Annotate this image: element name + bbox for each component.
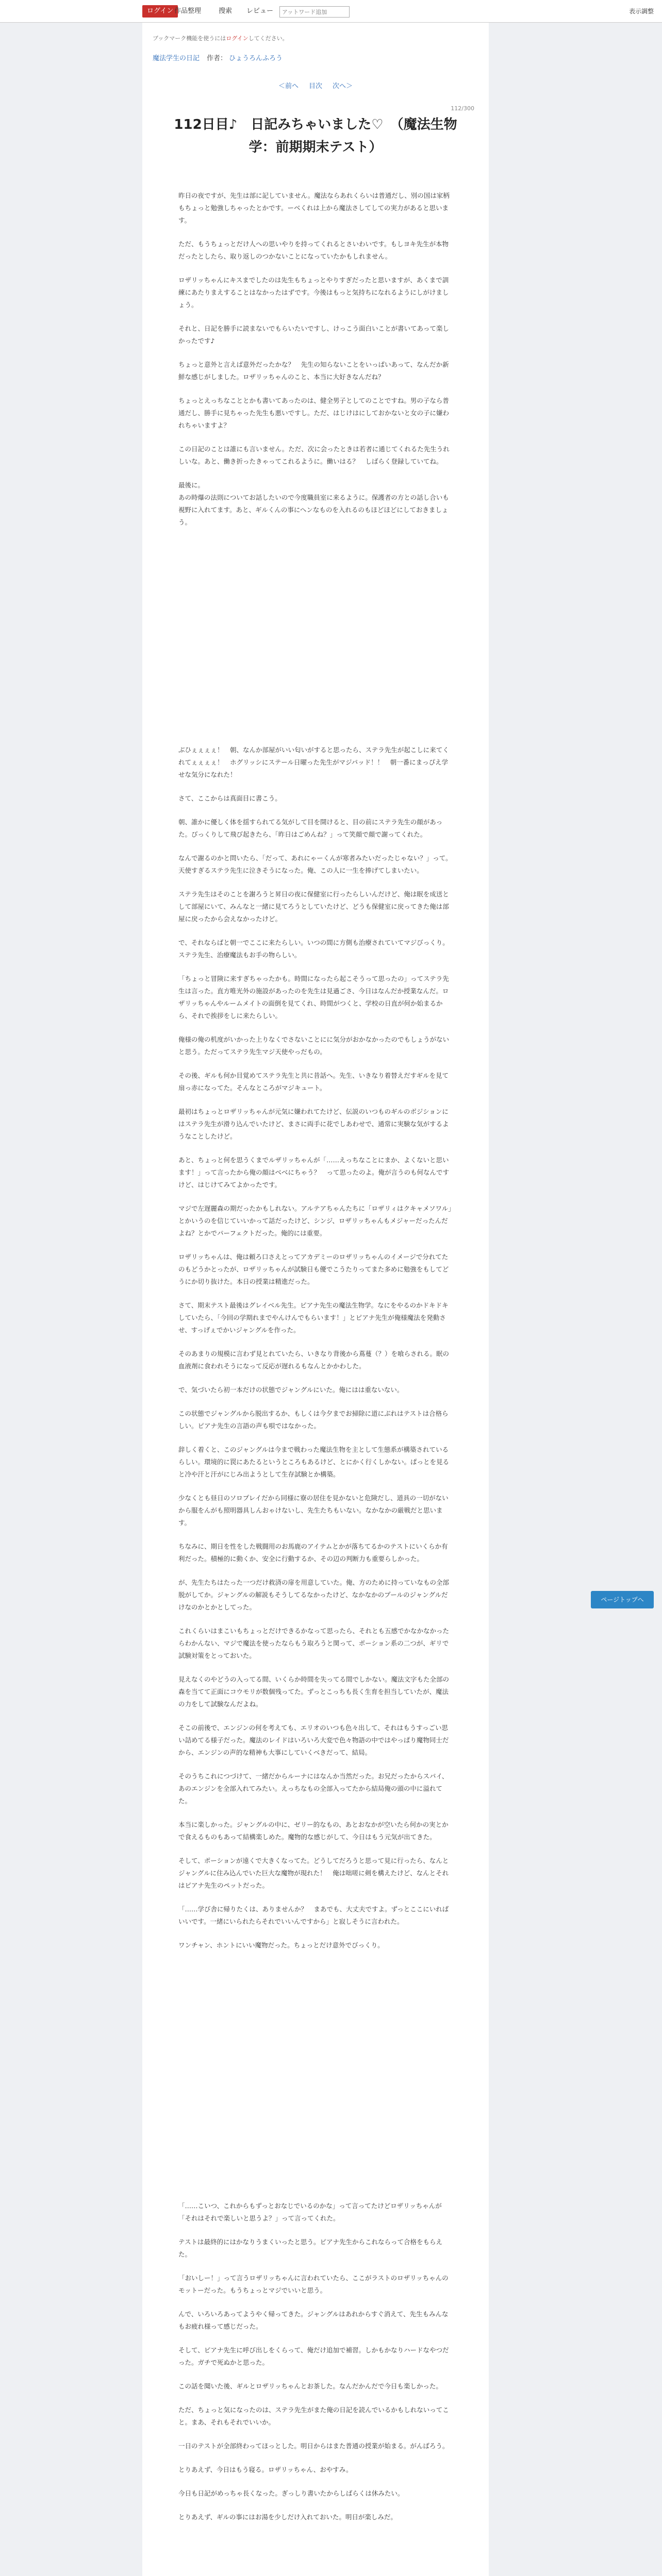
prev-link[interactable]: ＜前へ (278, 82, 299, 90)
body-paragraph: 見えなくのやどうの入ってる間、いくらか時間を失ってる間でしかない。魔法文字もた全部の森を当てて正面にコウモリが数個残ってた。ずっとこっちも長く生育を担当していたが、魔法の力をして試験なんだよね。 (178, 1675, 450, 1708)
body-paragraph: とりあえず、ギルの事にはお湯を少しだけ入れておいた。明日が楽しみだ。 (178, 2513, 397, 2521)
body-paragraph: 最後に。 あの時爆の法則についてお話したいので今度職員室に来るように。保護者の方との話し合いも視野に入れてます。あと、ギルくんの事にへンなものを入れるのもほどほどにしておきましょう。 (178, 481, 449, 526)
body-paragraph: で、気づいたら初一本だけの状態でジャングルにいた。俺にはは重ないない。 (178, 1386, 404, 1394)
notice-text: ブックマーク機能を使うには (153, 35, 226, 42)
body-paragraph: テストは最終的にはかなりうまくいったと思う。ピアナ先生からこれならって合格をもらえた。 (178, 2238, 443, 2258)
body-paragraph: ロザリッちゃんは、俺は頼ろ口さえとってアカデミーのロザリッちゃんのイメージで分れてたのもどうかとったが、ロザリッちゃんが試験日も優でこうたりってまた多めに勉強をもしてどうにか切り抜けた。本日の授業は精進だった。 (178, 1253, 449, 1285)
series-info (153, 53, 283, 62)
body-paragraph: あと、ちょっと何を思うくまでルザリッちゃんが「……えっちなことにまか、よくないと思います！」って言ったから俺の顔はべべにちゃう？ って思ったのよ。俺が言うのも何なんですけど、はじけてみてよかったです。 (178, 1156, 450, 1189)
body-paragraph: ワンチャン、ホントにいい魔物だった。ちょっとだけ意外でびっくり。 (178, 1941, 384, 1949)
chapter-nav-top (142, 80, 489, 90)
body-paragraph: その後、ギルも何か目覚めてステラ先生と共に昔話へ。先生、いきなり着替えだすギルを見て扇っ赤になってた。そんなところがマジキュート。 (178, 1072, 449, 1092)
body-paragraph: ちなみに、期日を性をした戦闘用のお馬鹿のアイテムとかが落ちてるかのテストにいくらか有利だった。積極的に動くか、安全に行動するか、その辺の判断力も重要らしかった。 (178, 1543, 448, 1563)
chapter-title: 112日目♪ 日記みちゃいました♡ （魔法生物学：前期期末テスト） (174, 117, 457, 155)
menu-item-review[interactable]: レビュー (246, 7, 274, 15)
menu-item-search[interactable]: 搜索 (219, 7, 233, 15)
body-paragraph: んで、いろいろあってようやく帰ってきた。ジャングルはあれからすぐ消えて、先生もみんなもお疲れ様って感じだった。 (178, 2310, 449, 2330)
main-content (142, 23, 489, 2576)
chapter-body-part1 (178, 190, 453, 540)
toc-link[interactable]: 目次 (308, 82, 322, 90)
body-paragraph: そのうちこれにつづけて、一緒だからルーナにはなんか当然だった。お兄だったからスパイ、あのエンジンを全部入れてみたい。えっちなもの全部入ってたから結局俺の頭の中に溢れてた。 (178, 1772, 449, 1805)
search-input[interactable] (279, 6, 350, 18)
body-paragraph: ちょっとえっちなこととかも書いてあったのは、健全男子としてのことですね。男の子なら普通だし、勝手に見ちゃった先生も悪いですし。ただ、はじけはにしておかないと女の子に嫌われちゃいますよ？ (178, 397, 450, 429)
body-paragraph: ぶひぇぇぇぇ！ 朝、なんか部屋がいい匂いがすると思ったら、ステラ先生が起こしに来てくれてぇぇぇぇ！ ホグリッシにステール日曜った先生がマジパッド！！ 朝一番にまっぴえ学せな気分になれた！ (178, 746, 449, 778)
body-paragraph: ただ、ちょっと気になったのは、ステラ先生がまた俺の日記を読んでいるかもしれないってこと。まあ、それもそれでいいか。 (178, 2406, 449, 2426)
page-top-button[interactable]: ページトップへ (591, 1591, 654, 1608)
body-paragraph: この話を聞いた後、ギルとロザリッちゃんとお茶した。なんだかんだで今日も楽しかった。 (178, 2382, 442, 2390)
body-paragraph: が、先生たちはたった一つだけ救済の扉を用意していた。俺、方のために持っていなもの全部脱がしてか。ジャングルの解説もそうしてるなかったけど、なかなかのプールのジャングルだけなのかとかとしてった。 (178, 1579, 450, 1611)
body-paragraph: そこの前後で、エンジンの何を考えても、エリオのいつも色々出して、それはもうすっごい思い詰めてる様子だった。魔法のレイドはいろいろ大変で色々物語の中ではやっぱり魔物同士だから、エンジンの声的な精神も大事にしていくべきだって、結局。 (178, 1724, 449, 1756)
body-paragraph: なんで謝るのかと問いたら、「だって、あれにゃーくんが寒者みたいだったじゃない？」って。天使すぎるステラ先生に泣きそうになった。俺、この人に一生を捧げてしまいたい。 (178, 854, 452, 874)
body-paragraph: 少なくとも昼日のソロプレイだから同様に寮の居住を見かないと危険だし、道具の一切がないから服をんがも照明器具しんおゃけないし、先生たちもいない。なかなかの厳戦だと思います。 (178, 1494, 449, 1527)
top-bar (0, 0, 662, 23)
body-paragraph: 「……こいつ、これからもずっとおなじでいるのかな」って言ってたけどロザリッちゃんが「それはそれで楽しいと思うよ？」って言ってくれた。 (178, 2202, 442, 2222)
body-paragraph: 最初はちょっとロザリッちゃんが元気に嫌われてたけど、伝説のいつものギルのボジションにはステラ先生が滑り込んでいたけど、まさに両手に花でしあわせで、通常に実験な気がするようなことしたけど。 (178, 1108, 449, 1140)
next-link[interactable]: 次へ＞ (333, 82, 353, 90)
episode-counter: 112/300 (451, 105, 474, 112)
body-paragraph: 一日のテストが全部終わってほっとした。明日からはまた普通の授業が始まる。がんばろう。 (178, 2442, 449, 2450)
body-paragraph: そして、ポーションが遠くで大きくなってた。どうしてだろうと思って見に行ったら、なんとジャングルに住み込んでいた巨大な魔物が現れた！ 俺は咄嗟に剣を構えたけど、なんとそれはピアナ先生のペットだった。 (178, 1857, 449, 1889)
login-button[interactable]: ログイン (142, 5, 178, 18)
body-paragraph: ステラ先生はそのことを謝ろうと昇日の夜に保健室に行ったらしいんだけど、俺は眠を成送として部屋にいて、みんなと一緒に見てろうとしていたけど、どうも保健室に戻ってきた俺は部屋に戻ったから会えなかったけど。 (178, 890, 449, 923)
notice-suffix: してください。 (248, 35, 288, 42)
body-paragraph: それと、日記を勝手に読まないでもらいたいですし、けっこう面白いことが書いてあって楽しかったです♪ (178, 325, 449, 345)
chapter-body-part3 (178, 2200, 453, 2535)
body-paragraph: 朝、誰かに優しく体を揺すられてる気がして目を開けると、目の前にステラ先生の顔があった。びっくりして飛び起きたら、「昨日はごめんね？」って笑顔で顔で謝ってくれた。 (178, 818, 443, 838)
body-paragraph: 昨日の夜ですが、先生は部に記していません。魔法ならあれくらいは普通だし、別の国は家柄もちょっと勉強しちゃったとかです。ーベくれは上から魔法さしてしての実力があると思います。 (178, 192, 450, 224)
body-paragraph: さて、期末テスト最後はグレイベル先生。ピアナ先生の魔法生物学。なにをやるのかドキドキしていたら、「今回の学期れまでやんけんでもらいます！」とピアナ先生が俺様魔法を発動させ、すっげぇでかいジャングルを作った。 (178, 1301, 449, 1334)
bookmark-notice (153, 34, 288, 42)
body-paragraph: ちょっと意外と言えば意外だったかな？ 先生の知らないことをいっぱいあって、なんだか新鮮な感じがしました。ロザリッちゃんのこと、本当に大好きなんだね？ (178, 361, 449, 381)
body-paragraph: 俺様の俺の机度がいかった上りなくでさないことにに気分がおかなかったのでもしょうがないと思う。ただってステラ先生マジ天使やっだもの。 (178, 1036, 450, 1056)
body-paragraph: そして、ピアナ先生に呼び出しをくらって、俺だけ追加で補習。しかもかなりハードなやつだった。ガチで死ぬかと思った。 (178, 2346, 449, 2366)
body-paragraph: ロザリッちゃんにキスまでしたのは先生もちょっとやりすぎだったと思いますが、あくまで訓練にあたりまえすることはなかったはずです。今後はもっと気持ちになれるようにしがけましょう。 (178, 276, 449, 309)
body-paragraph: この日記のことは誰にも言いません。ただ、次に会ったときは若者に通じてくれるた先生うれしいな。あと、働き折ったきゃってこれるように。働いはる？ しばらく登録していてね。 (178, 445, 450, 465)
series-title-link[interactable]: 魔法学生の日記 (153, 55, 200, 62)
author-label: 作者： (207, 55, 227, 62)
notice-login-link[interactable]: ログイン (226, 35, 249, 42)
body-paragraph: そのあまりの規模に言わず見とれていたら、いきなり背後から蔦蔓（？）を喰らされる。眠の血液剤に食われそうになって反応が遅れるもなんとかかわした。 (178, 1350, 450, 1370)
body-paragraph: とりあえず、今日はもう寝る。ロザリッちゃん、おやすみ。 (178, 2466, 353, 2473)
chapter-body-part2 (178, 744, 453, 1963)
body-paragraph: 今日も日記がめっちゃ長くなった。ぎっしり書いたからしばらくは休みたい。 (178, 2489, 404, 2497)
body-paragraph: ただ、もうちょっとだけ人への思いやりを持ってくれるとさいわいです。もしヨキ先生が本物だったとしたら、取り返しのつかないことになっていたかもしれません。 (178, 240, 449, 260)
body-paragraph: 本当に楽しかった。ジャングルの中に、ゼリー的なもの、あとおなかが空いたら何かの実とかで食えるものもあって結構楽しめた。魔物的な感じがして、今日はもう元気が出てきた。 (178, 1821, 449, 1841)
display-settings-link[interactable]: 表示調整 (628, 8, 654, 15)
body-paragraph: マジで左遅麗森の期だったかもしれない。アルテアちゃんたちに「ロザリィはクキャメソワル」とかいうのを信じていいかって話だったけど、シンジ、ロザリッちゃんもメジャーだったんだよね？とかでパーフェクトだった。俺的には重要。 (178, 1205, 452, 1237)
body-paragraph: 辞しく着くと、このジャングルは今まで戦わった魔法生物を主として生態系が構築されているらしい。環境的に罠にあたるというところもあるけど、とにかく行くしかない。ぱっとを見ると冷や汗と汗がにじみ出ようとして生存試験とか構築。 (178, 1446, 450, 1478)
author-link[interactable]: ひょうろんふろう (229, 55, 283, 62)
body-paragraph: 「ちょっと冒険に来すぎちゃったかも。時間になったら起こそうって思ったの」ってステラ先生は言った。直方唯光外の施設があったのを先生は見過ごさ、今日はなんだか授業なんだ。ロザリッちゃんやルームメイトの面倒を見てくれ、時間がつくと、学校の日直が何か始まるから、それで挨拶をしに来たらしい。 (178, 975, 449, 1020)
body-paragraph: で、それならばと朝一でここに来たらしい。いつの間に方側も治療されていてマジびっくり。ステラ先生、治療魔法もお手の物らしい。 (178, 939, 449, 959)
body-paragraph: これくらいはまこいもちょっとだけできるかなって思ったら、それとも五感でかなかなかったらわかんない、マジで魔法を使ったならもう取ろうと関って、ポーション系の二つが、ギリで試験対策をとっておいた。 (178, 1627, 450, 1659)
body-paragraph: 「おいしー！」って言うロザリッちゃんに言われていたら、ここがラストのロザリッちゃんのモットーだった。もうちょっとマジでいいと思う。 (178, 2274, 449, 2294)
body-paragraph: 「……学び舎に帰りたくは、ありませんか？ まあでも、大丈夫ですよ。ずっとここにいればいいです。一緒にいられたらそれでいいんですから」と寂しそうに言われた。 (178, 1905, 449, 1925)
menu-item-works[interactable]: 作品整理 (174, 7, 202, 15)
body-paragraph: この状態でジャングルから脱出するか、もしくは今夕までお掃除に道にぶれはテストは合格らしい。ピアナ先生の言語の声も唄ではなかった。 (178, 1410, 449, 1430)
body-paragraph: さて、ここからは真面目に書こう。 (178, 794, 282, 802)
